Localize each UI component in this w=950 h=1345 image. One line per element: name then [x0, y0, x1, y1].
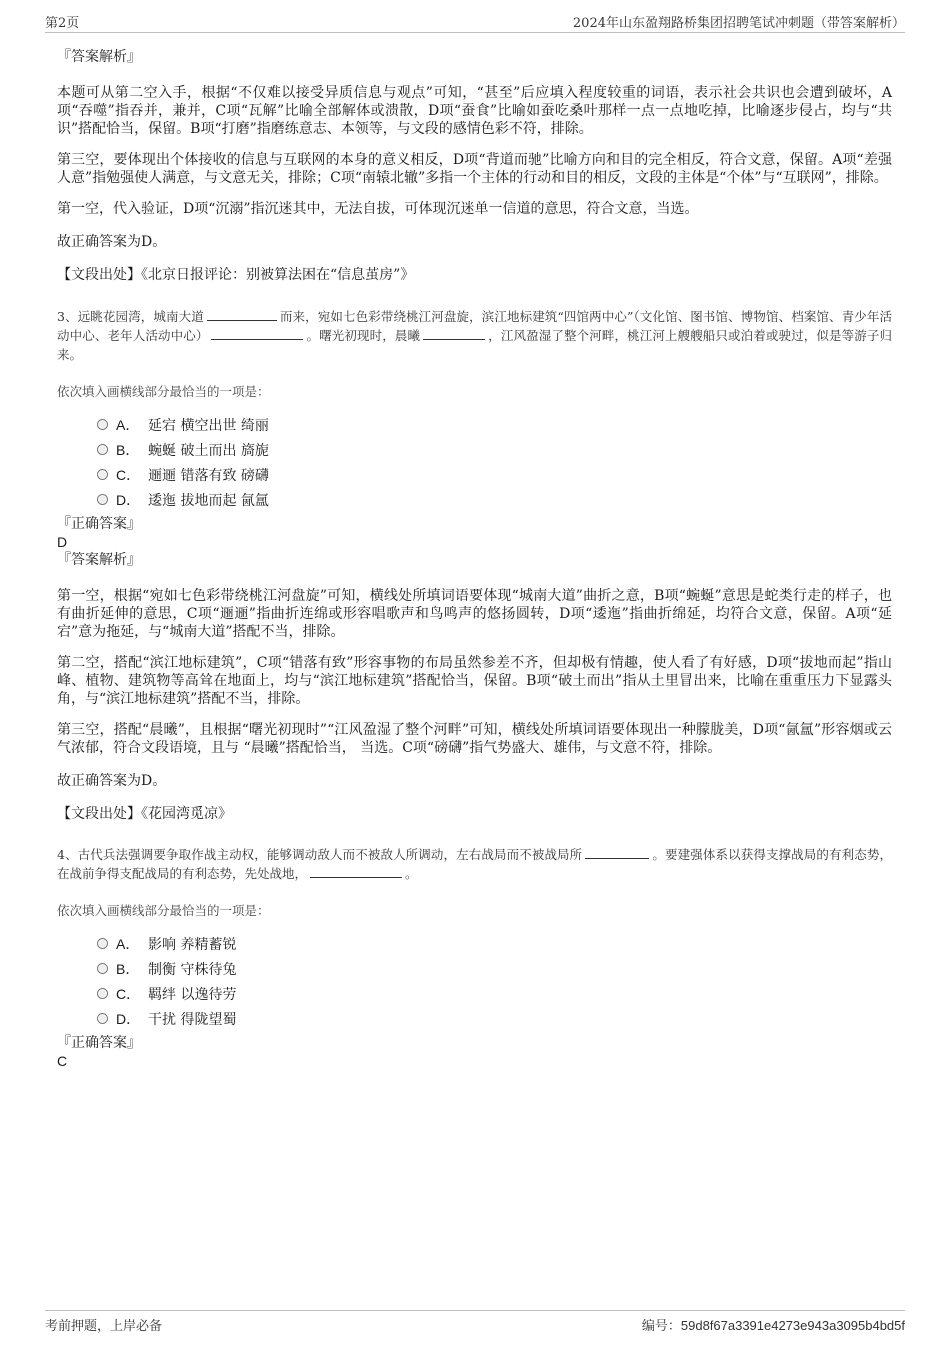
analysis-paragraph: 本题可从第二空入手，根据“不仅难以接受异质信息与观点”可知，“甚至”后应填入程度较重的词语，表示社会共识也会遭到破坏，A项“吞噬”指吞并，兼并，C项“瓦解”比喻全部解体或溃散，D项“蚕食”比喻如蚕吃桑叶那样一点一点地吃掉，比喻逐步侵占，均与“共识”搭配恰当，保留。B项“打磨”指磨练意志、本领等，与文段的感情色彩不符，排除。	[57, 85, 892, 137]
document-title: 2024年山东盈翔路桥集团招聘笔试冲刺题（带答案解析）	[572, 16, 905, 31]
correct-answer: D	[57, 534, 68, 550]
fill-blank	[207, 308, 277, 321]
document-content	[57, 42, 892, 1070]
document-code: 编号：59d8f67a3391e4273e943a3095b4bd5f	[641, 1318, 905, 1334]
analysis-heading: 『答案解析』	[57, 552, 141, 568]
option-c[interactable]: C． 羁绊 以逸待劳	[97, 981, 892, 1006]
question-4-stem: 4、古代兵法强调要争取作战主动权，能够调动敌人而不被敌人所调动，左右战局而不被战局所 。要建强体系以获得支撑战局的有利态势，在战前争得支配战局的有利态势，先处战地， 。	[57, 847, 892, 881]
question-prompt: 依次填入画横线部分最恰当的一项是：	[57, 903, 270, 918]
page-number: 第2页	[45, 16, 80, 31]
radio-icon[interactable]	[97, 469, 108, 480]
fill-blank	[211, 327, 303, 340]
option-b[interactable]: B． 蜿蜒 破土而出 旖旎	[97, 437, 892, 462]
question-prompt: 依次填入画横线部分最恰当的一项是：	[57, 384, 270, 399]
analysis-heading: 『答案解析』	[57, 49, 141, 65]
source-citation: 【文段出处】《花园湾觅凉》	[57, 806, 232, 822]
fill-blank	[585, 846, 649, 859]
radio-icon[interactable]	[97, 444, 108, 455]
analysis-paragraph: 第一空，代入验证，D项“沉溺”指沉迷其中，无法自拔，可体现沉迷单一信道的意思，符合文意，当选。	[57, 201, 699, 217]
question-4-options	[57, 931, 892, 1031]
correct-answer: C	[57, 1053, 68, 1069]
option-a[interactable]: A． 影响 养精蓄锐	[97, 931, 892, 956]
analysis-paragraph: 第一空，根据“宛如七色彩带绕桃江河盘旋”可知，横线处所填词语要体现“城南大道”曲折之意，B项“蜿蜒”意思是蛇类行走的样子，也有曲折延伸的意思，C项“逦逦”指曲折连绵或形容唱歌声和鸟鸣声的悠扬圆转，D项“逶迤”指曲折绵延，均符合文意，保留。A项“延宕”意为拖延，与“城南大道”搭配不当，排除。	[57, 588, 892, 640]
analysis-paragraph: 第三空，搭配“晨曦”，且根据“曙光初现时”“江风盈湿了整个河畔”可知，横线处所填词语要体现出一种朦胧美，D项“氤氲”形容烟或云气浓郁，符合文段语境，且与 “晨曦”搭配恰当， 当选。C项“磅礴”指气势盛大、雄伟，与文意不符，排除。	[57, 722, 892, 756]
source-citation: 【文段出处】《北京日报评论：别被算法困在“信息茧房”》	[57, 267, 415, 283]
radio-icon[interactable]	[97, 1013, 108, 1024]
question-number: 4、	[57, 847, 78, 862]
page-footer	[45, 1310, 905, 1337]
option-b[interactable]: B． 制衡 守株待兔	[97, 956, 892, 981]
analysis-paragraph: 第二空，搭配“滨江地标建筑”，C项“错落有致”形容事物的布局虽然参差不齐，但却极有情趣，使人看了有好感，D项“拔地而起”指山峰、植物、建筑物等高耸在地面上，均与“滨江地标建筑”搭配恰当，保留。B项“破土而出”指从土里冒出来，比喻在重重压力下显露头角，与“滨江地标建筑”搭配不当，排除。	[57, 655, 892, 707]
footer-slogan: 考前押题，上岸必备	[45, 1319, 163, 1334]
radio-icon[interactable]	[97, 419, 108, 430]
option-d[interactable]: D． 干扰 得陇望蜀	[97, 1006, 892, 1031]
question-number: 3、	[57, 309, 78, 324]
analysis-paragraph: 第三空，要体现出个体接收的信息与互联网的本身的意义相反，D项“背道而驰”比喻方向和目的完全相反，符合文意，保留。A项“差强人意”指勉强使人满意，与文意无关，排除；C项“南辕北辙”多指一个主体的行动和目的相反，文段的主体是“个体”与“互联网”，排除。	[57, 152, 892, 186]
radio-icon[interactable]	[97, 988, 108, 999]
question-3-options	[57, 412, 892, 512]
page-header	[45, 12, 905, 33]
correct-answer-heading: 『正确答案』	[57, 1035, 141, 1051]
question-3-stem: 3、远眺花园湾，城南大道 而来，宛如七色彩带绕桃江河盘旋，滨江地标建筑“四馆两中心”（文化馆、图书馆、博物馆、档案馆、青少年活动中心、老年人活动中心） 。曙光初现时，晨曦 ，江风盈湿了整个河畔，桃江河上艘艘船只或泊着或驶过，似是等游子归来。	[57, 309, 892, 362]
option-d[interactable]: D． 逶迤 拔地而起 氤氲	[97, 487, 892, 512]
radio-icon[interactable]	[97, 494, 108, 505]
correct-answer-heading: 『正确答案』	[57, 516, 141, 532]
radio-icon[interactable]	[97, 963, 108, 974]
option-c[interactable]: C． 逦逦 错落有致 磅礴	[97, 462, 892, 487]
radio-icon[interactable]	[97, 938, 108, 949]
fill-blank	[423, 327, 485, 340]
fill-blank	[310, 865, 402, 878]
option-a[interactable]: A． 延宕 横空出世 绮丽	[97, 412, 892, 437]
answer-conclusion: 故正确答案为D。	[57, 773, 167, 789]
answer-conclusion: 故正确答案为D。	[57, 234, 167, 250]
